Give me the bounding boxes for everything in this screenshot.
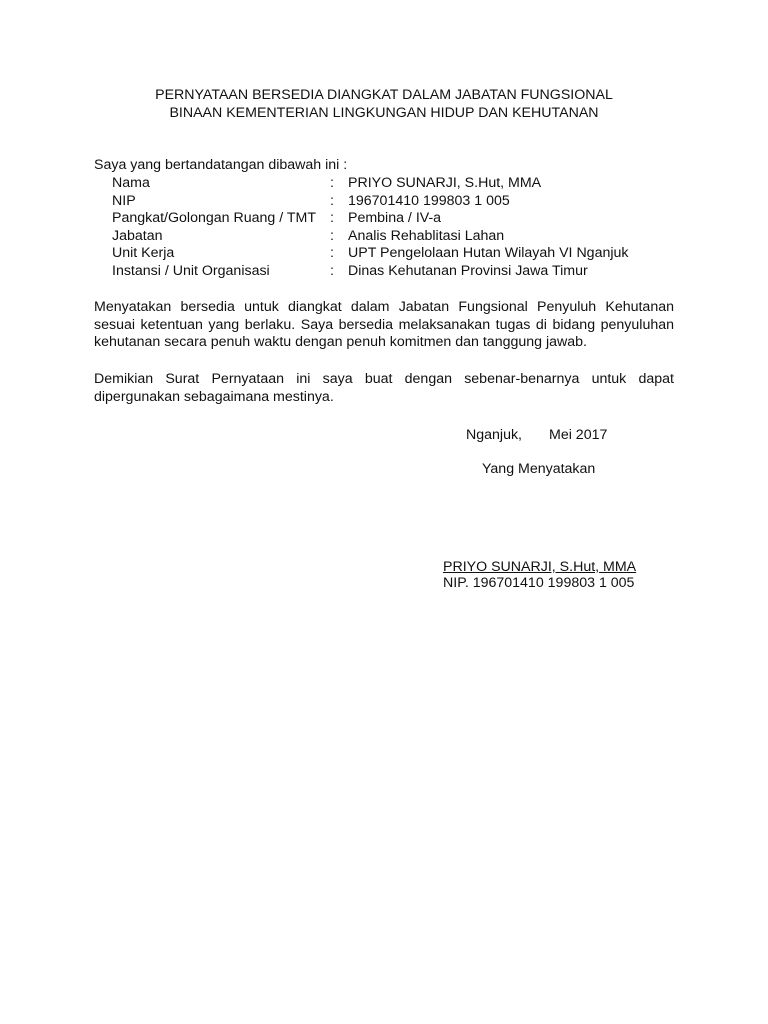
field-label: Unit Kerja bbox=[112, 245, 175, 262]
field-label: Nama bbox=[112, 175, 150, 191]
signer-name: PRIYO SUNARJI, S.Hut, MMA bbox=[443, 559, 637, 575]
field-value: Analis Rehablitasi Lahan bbox=[348, 227, 505, 244]
field-label: Jabatan bbox=[112, 227, 163, 244]
field-colon: : bbox=[330, 210, 334, 227]
document-title bbox=[0, 87, 768, 122]
signer-nip: NIP. 196701410 199803 1 005 bbox=[443, 575, 635, 591]
field-colon: : bbox=[330, 245, 334, 262]
date-text: Mei 2017 bbox=[549, 427, 608, 443]
field-label: Instansi / Unit Organisasi bbox=[112, 262, 270, 279]
title-line-2: BINAAN KEMENTERIAN LINGKUNGAN HIDUP DAN KEHUTANAN bbox=[169, 104, 599, 121]
intro-text: Saya yang bertandatangan dibawah ini : bbox=[94, 157, 348, 173]
field-value: UPT Pengelolaan Hutan Wilayah VI Nganjuk bbox=[348, 245, 629, 262]
field-colon: : bbox=[330, 227, 334, 244]
place-text: Nganjuk, bbox=[466, 427, 522, 443]
field-colon: : bbox=[330, 262, 334, 279]
field-value: 196701410 199803 1 005 bbox=[348, 192, 510, 209]
statement-paragraph: Menyatakan bersedia untuk diangkat dalam Jabatan Fungsional Penyuluh Kehutanan sesuai ketentuan yang berlaku. Saya bersedia melaksanakan tugas di bidang penyuluhan kehutanan secara penuh waktu dengan penuh komitmen dan tanggung jawab. bbox=[94, 299, 674, 351]
field-value: Pembina / IV-a bbox=[348, 210, 442, 227]
title-line-1: PERNYATAAN BERSEDIA DIANGKAT DALAM JABATAN FUNGSIONAL bbox=[155, 87, 613, 103]
closing-paragraph: Demikian Surat Pernyataan ini saya buat dengan sebenar-benarnya untuk dapat dipergunakan sebagaimana mestinya. bbox=[94, 371, 674, 405]
field-value: PRIYO SUNARJI, S.Hut, MMA bbox=[348, 175, 542, 191]
field-value: Dinas Kehutanan Provinsi Jawa Timur bbox=[348, 262, 588, 279]
place-date bbox=[466, 427, 607, 445]
field-colon: : bbox=[330, 192, 334, 209]
field-colon: : bbox=[330, 175, 334, 191]
field-label: NIP bbox=[112, 192, 136, 209]
signer-label: Yang Menyatakan bbox=[482, 461, 596, 477]
field-label: Pangkat/Golongan Ruang / TMT bbox=[112, 210, 317, 227]
